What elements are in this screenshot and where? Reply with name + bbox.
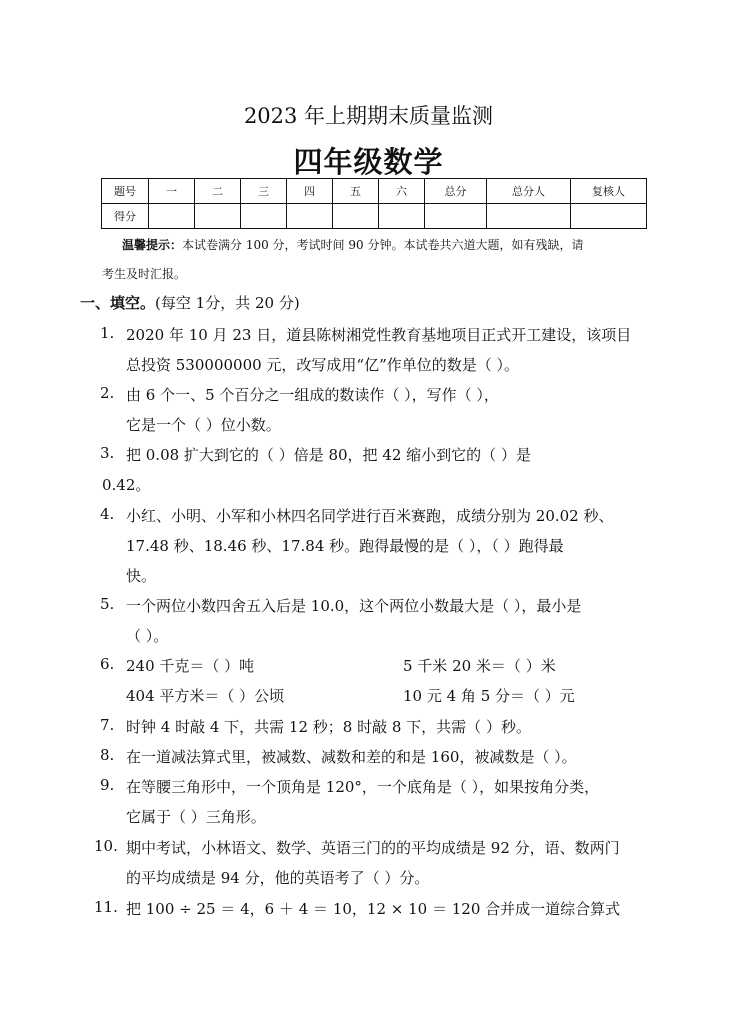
- score-input-cell[interactable]: [379, 204, 425, 229]
- question-number: 10.: [94, 837, 118, 855]
- score-input-cell[interactable]: [241, 204, 287, 229]
- question-text: 0.42。: [102, 476, 151, 494]
- score-table-header-row: [102, 179, 647, 204]
- score-cell: 六: [379, 179, 425, 204]
- question-number: 5.: [100, 595, 115, 613]
- question-text: 240 千克＝（ ）吨: [126, 657, 255, 675]
- section-title: 填空。: [110, 294, 156, 312]
- score-input-cell[interactable]: [287, 204, 333, 229]
- question-number: 7.: [100, 716, 115, 734]
- score-cell: 总分: [425, 179, 487, 204]
- question-text: 期中考试，小林语文、数学、英语三门的的平均成绩是 92 分，语、数两门: [126, 839, 620, 857]
- question-number: 3.: [100, 444, 115, 462]
- question-text: 总投资 530000000 元，改写成用“亿”作单位的数是（ ）。: [126, 356, 520, 374]
- score-cell: 复核人: [571, 179, 647, 204]
- score-input-cell[interactable]: [487, 204, 571, 229]
- score-cell: 四: [287, 179, 333, 204]
- question-number: 6.: [100, 655, 115, 673]
- score-input-cell[interactable]: [149, 204, 195, 229]
- score-input-cell[interactable]: [333, 204, 379, 229]
- question-text: 把 0.08 扩大到它的（ ）倍是 80，把 42 缩小到它的（ ）是: [126, 446, 531, 464]
- score-table: [101, 178, 647, 229]
- tip-line-2: 考生及时汇报。: [102, 267, 187, 281]
- question-text: 2020 年 10 月 23 日，道县陈树湘党性教育基地项目正式开工建设，该项目: [126, 326, 632, 344]
- question-text: 它属于（ ）三角形。: [126, 808, 266, 826]
- tip-label: 温馨提示：: [122, 238, 183, 252]
- question-text: 404 平方米＝（ ）公顷: [126, 687, 285, 705]
- question-number: 8.: [100, 746, 115, 764]
- question-text: 它是一个（ ）位小数。: [126, 416, 281, 434]
- question-text: 10 元 4 角 5 分＝（ ）元: [403, 687, 575, 705]
- section-note: (每空 1分，共 20 分): [155, 294, 300, 312]
- section-heading: [80, 292, 300, 313]
- question-text: 时钟 4 时敲 4 下，共需 12 秒；8 时敲 8 下，共需（ ）秒。: [126, 718, 531, 736]
- score-input-cell[interactable]: [571, 204, 647, 229]
- score-cell: 一: [149, 179, 195, 204]
- question-number: 11.: [94, 898, 118, 916]
- score-cell: 题号: [102, 179, 149, 204]
- question-number: 1.: [100, 324, 115, 342]
- score-cell: 总分人: [487, 179, 571, 204]
- exam-subtitle: 四年级数学: [293, 145, 444, 179]
- question-text: 17.48 秒、18.46 秒、17.84 秒。跑得最慢的是（ ），（ ）跑得最: [126, 537, 564, 555]
- question-text: （ ）。: [126, 627, 169, 645]
- score-table-score-row: [102, 204, 647, 229]
- question-text: 把 100 ÷ 25 ＝ 4，6 ＋ 4 ＝ 10，12 × 10 ＝ 120 合并成一道综合算式: [126, 900, 621, 918]
- score-cell: 二: [195, 179, 241, 204]
- question-text: 在一道减法算式里，被减数、减数和差的和是 160，被减数是（ ）。: [126, 748, 577, 766]
- question-text: 小红、小明、小军和小林四名同学进行百米赛跑，成绩分别为 20.02 秒、: [126, 507, 614, 525]
- score-input-cell[interactable]: [425, 204, 487, 229]
- score-cell: 三: [241, 179, 287, 204]
- tip-line-1: [122, 236, 583, 253]
- question-number: 4.: [100, 505, 115, 523]
- question-number: 2.: [100, 384, 115, 402]
- exam-title: 2023 年上期期末质量监测: [243, 104, 494, 128]
- question-text: 的平均成绩是 94 分，他的英语考了（ ）分。: [126, 869, 430, 887]
- question-text: 一个两位小数四舍五入后是 10.0，这个两位小数最大是（ ），最小是: [126, 597, 582, 615]
- tip-text: 本试卷满分 100 分，考试时间 90 分钟。本试卷共六道大题，如有残缺，请: [182, 238, 584, 252]
- question-text: 由 6 个一、5 个百分之一组成的数读作（ ），写作（ ），: [126, 386, 499, 404]
- question-text: 5 千米 20 米＝（ ）米: [403, 657, 556, 675]
- question-text: 快。: [126, 567, 157, 585]
- section-number: 一、: [80, 294, 111, 312]
- score-cell: 得分: [102, 204, 149, 229]
- question-text: 在等腰三角形中，一个顶角是 120°，一个底角是（ ），如果按角分类，: [126, 778, 600, 796]
- score-input-cell[interactable]: [195, 204, 241, 229]
- question-number: 9.: [100, 776, 115, 794]
- score-cell: 五: [333, 179, 379, 204]
